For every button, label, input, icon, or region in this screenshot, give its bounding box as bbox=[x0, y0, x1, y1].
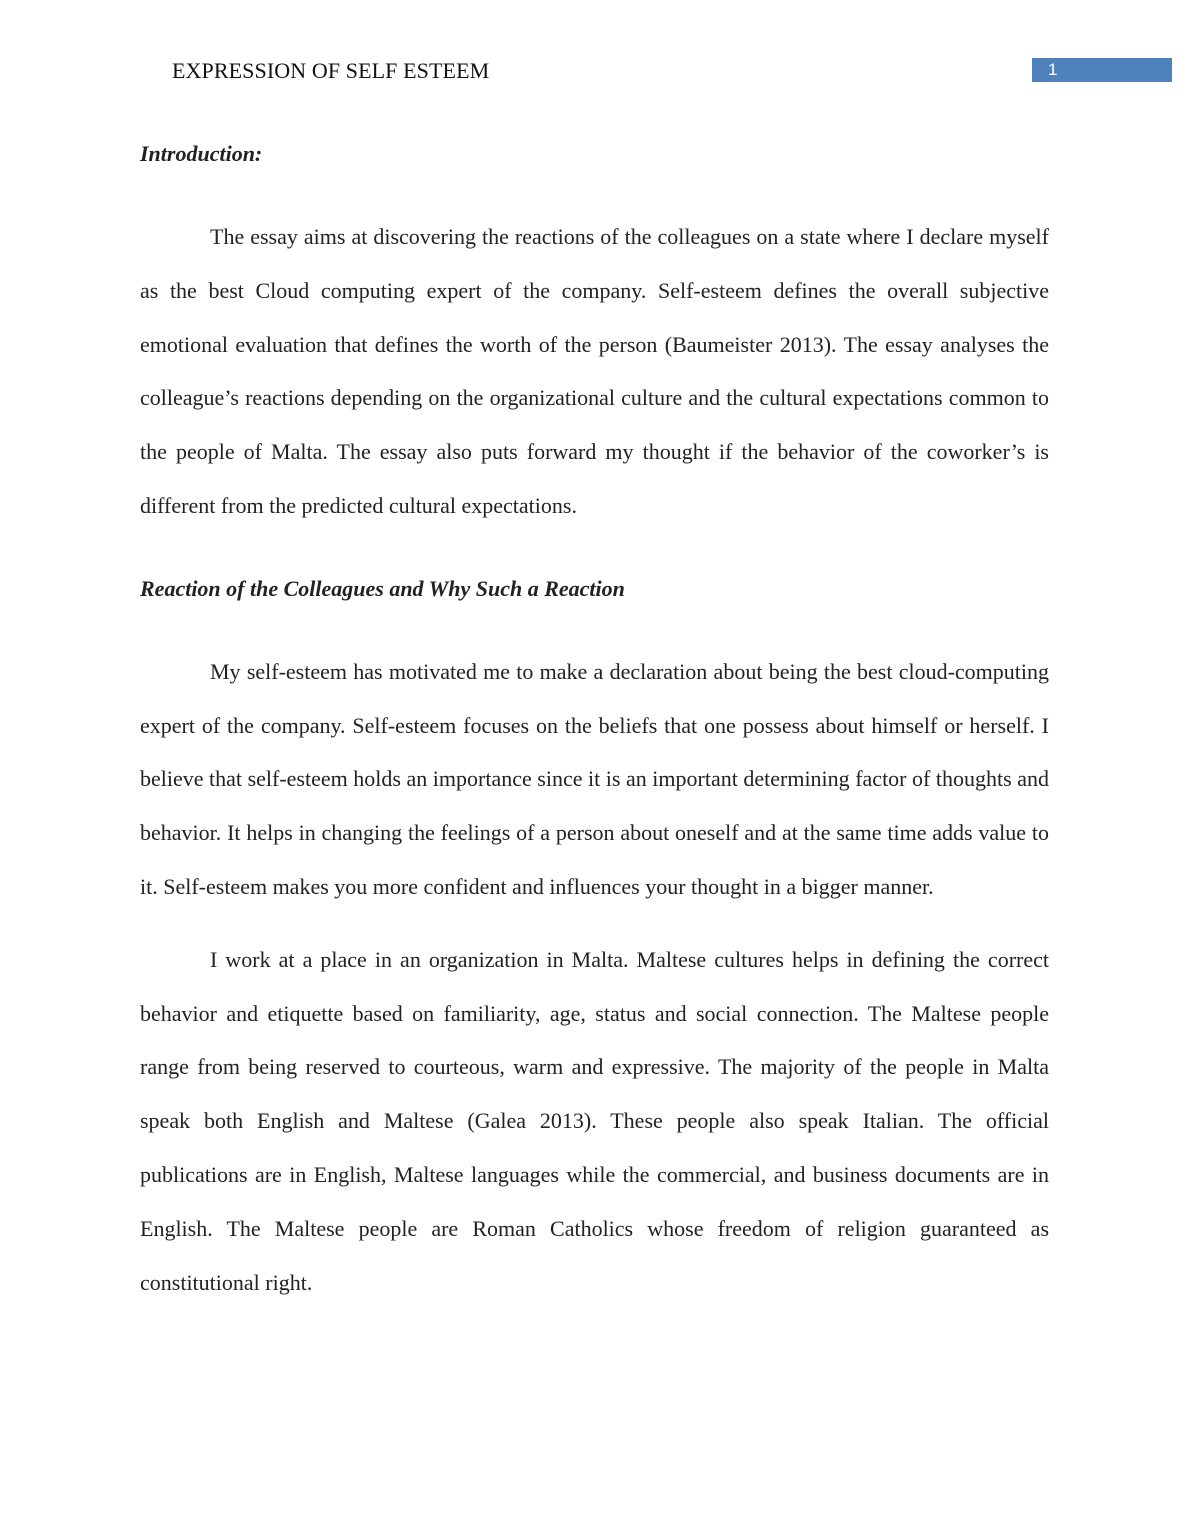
reaction-heading: Reaction of the Colleagues and Why Such a Reaction bbox=[140, 575, 625, 601]
intro-heading: Introduction: bbox=[140, 141, 263, 166]
reaction-paragraph-2: I work at a place in an organization in Malta. Maltese cultures helps in defining the correct behavior and etiquette based on familiarity, age, status and social connection. The Maltese people range from being reserved to courteous, warm and expressive. The majority of the people in Malta speak both English and Maltese (Galea 2013). These people also speak Italian. The official publications are in English, Maltese languages while the commercial, and business documents are in English. The Maltese people are Roman Catholics whose freedom of religion guaranteed as constitutional right. bbox=[140, 946, 1049, 1295]
document-body bbox=[140, 138, 1049, 1309]
page-number-bar bbox=[1032, 58, 1172, 82]
reaction-paragraph-1: My self-esteem has motivated me to make a declaration about being the best cloud-computing expert of the company. Self-esteem focuses on the beliefs that one possess about himself or herself. I believe that self-esteem holds an importance since it is an important determining factor of thoughts and behavior. It helps in changing the feelings of a person about oneself and at the same time adds value to it. Self-esteem makes you more confident and influences your thought in a bigger manner. bbox=[140, 658, 1049, 899]
running-head: EXPRESSION OF SELF ESTEEM bbox=[172, 58, 490, 83]
page-number: 1 bbox=[1048, 60, 1058, 79]
intro-paragraph: The essay aims at discovering the reactions of the colleagues on a state where I declare myself as the best Cloud computing expert of the company. Self-esteem defines the overall subjective emotional evaluation that defines the worth of the person (Baumeister 2013). The essay analyses the colleague’s reactions depending on the organizational culture and the cultural expectations common to the people of Malta. The essay also puts forward my thought if the behavior of the coworker’s is different from the predicted cultural expectations. bbox=[140, 224, 1049, 518]
